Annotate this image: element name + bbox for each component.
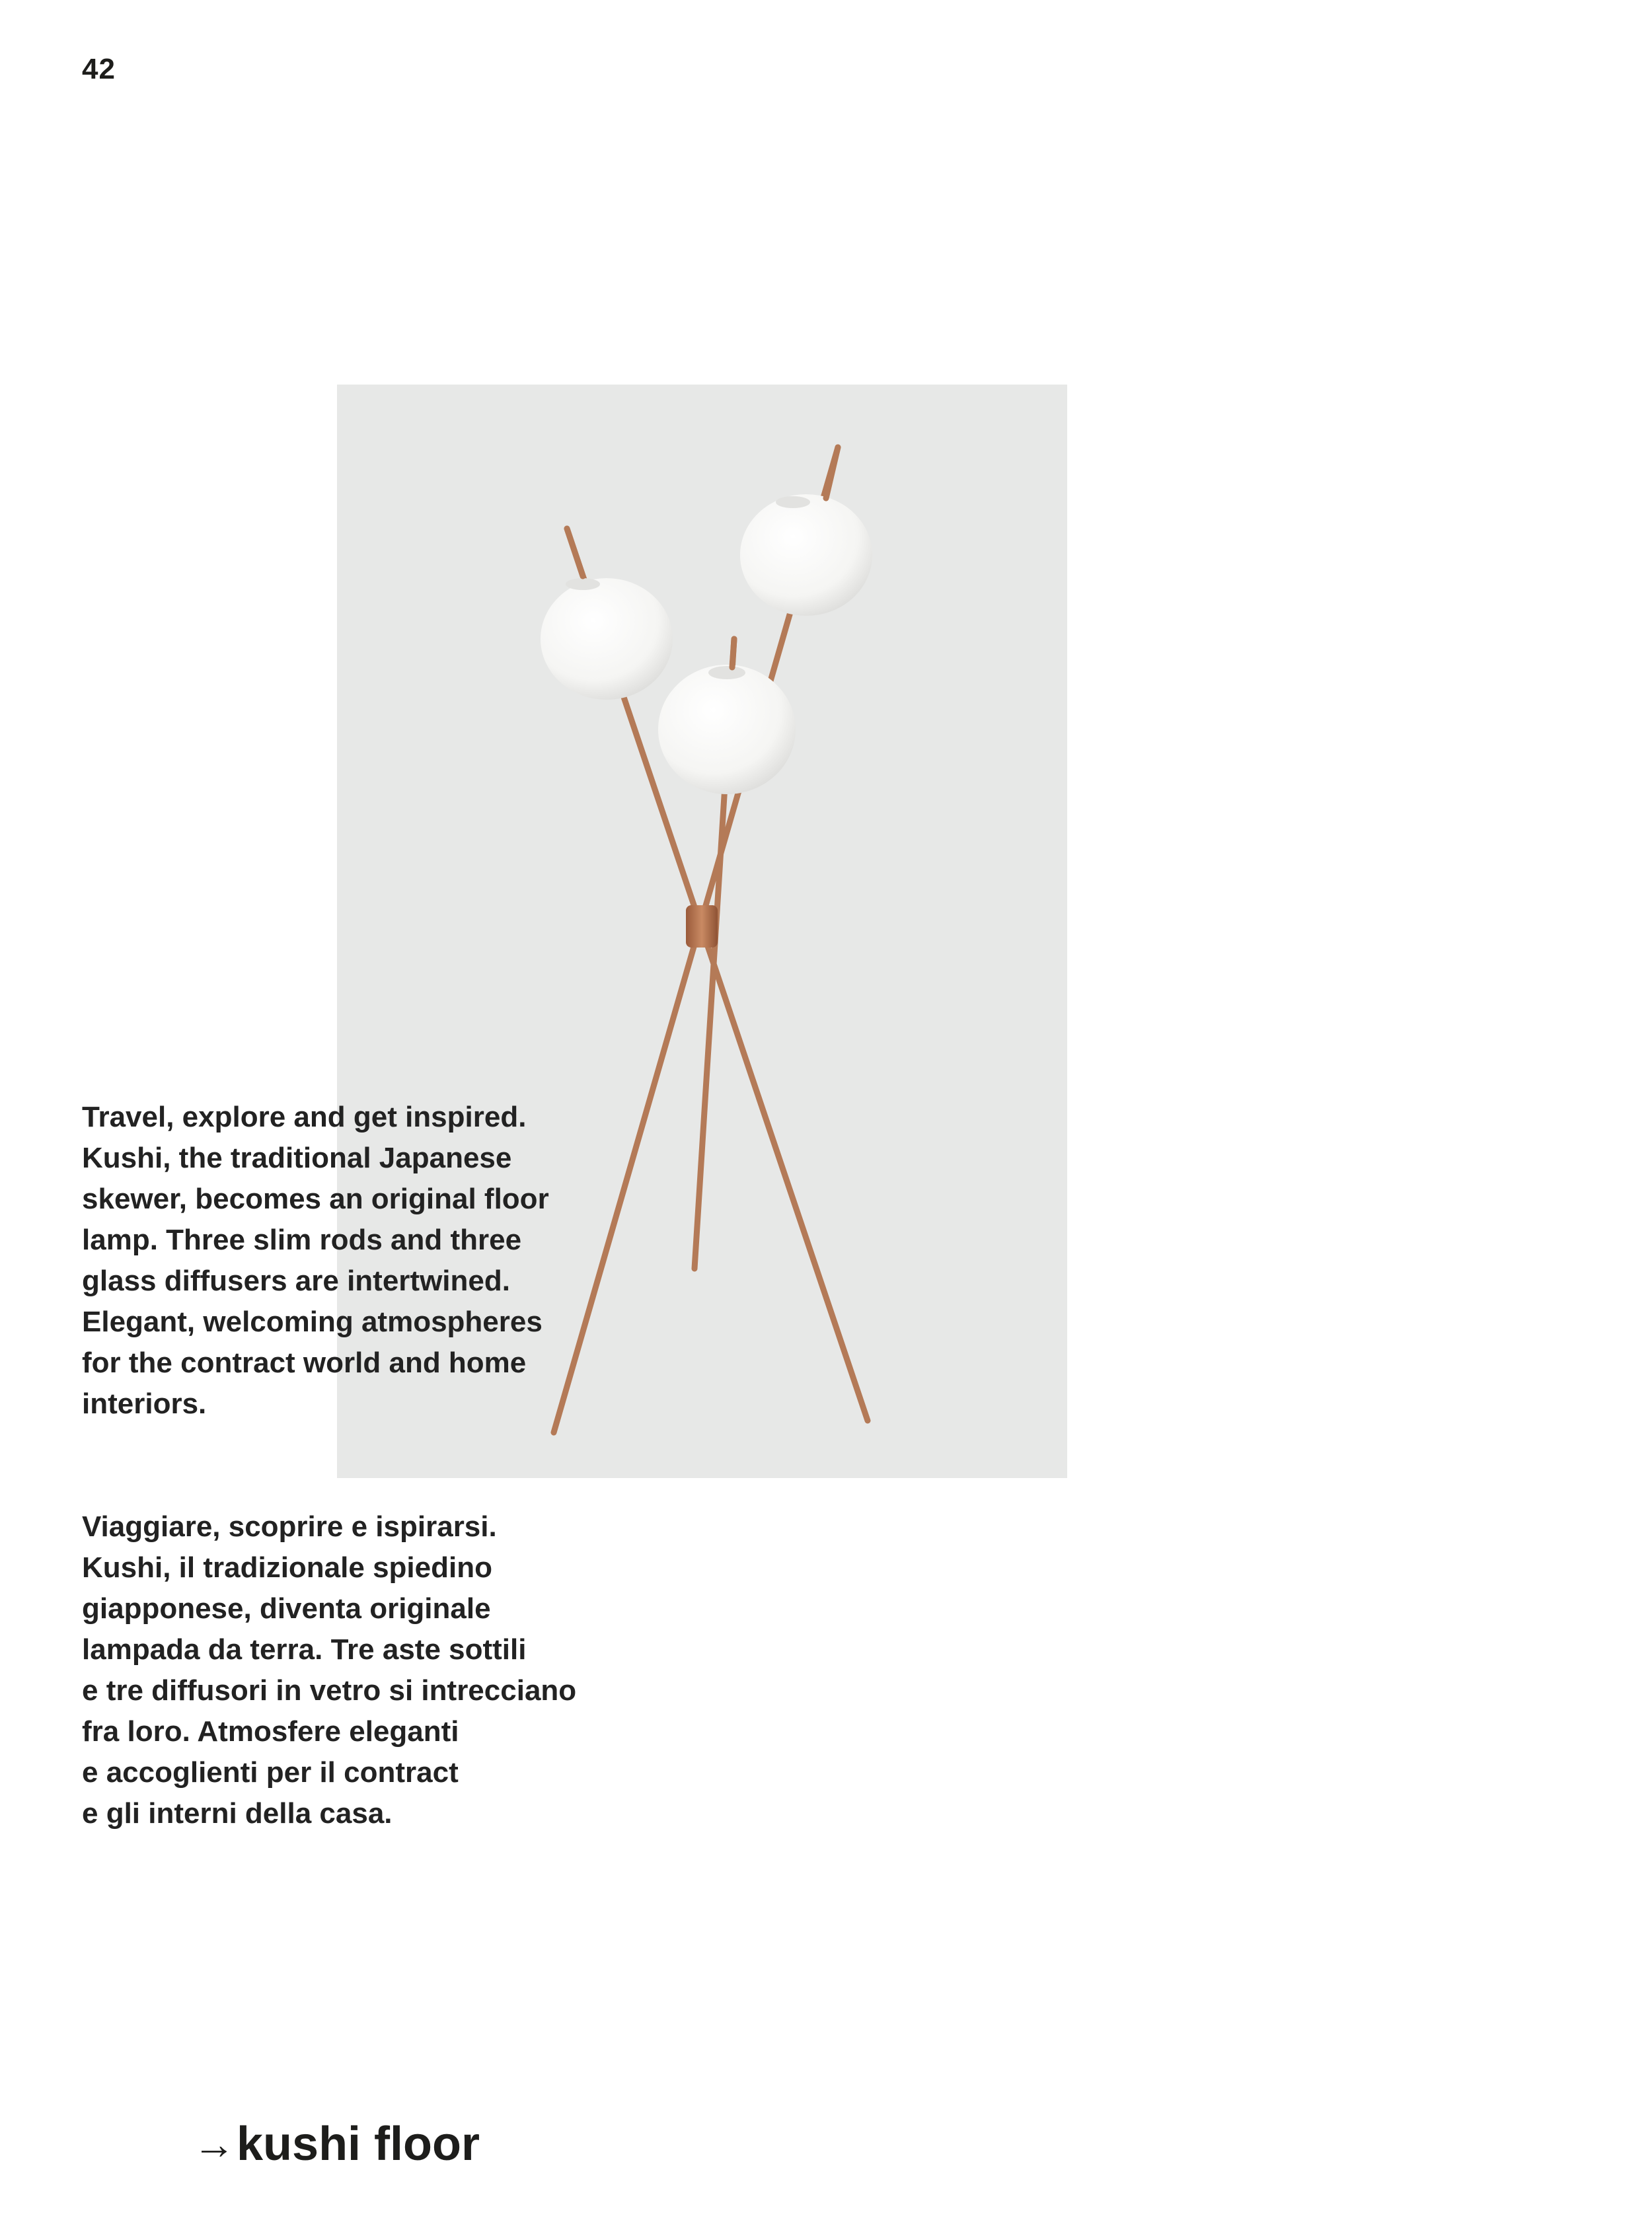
glass-diffuser-center: [658, 665, 796, 794]
rod-joint: [686, 905, 718, 948]
arrow-right-icon: →: [193, 2120, 235, 2168]
description-italian: Viaggiare, scoprire e ispirarsi. Kushi, il tradizionale spiedino giapponese, diventa originale lampada da terra. Tre aste sottili e tre diffusori in vetro si intrecciano fra loro. Atmosfere eleganti e accoglienti per il contract e gli interni della casa.: [82, 1510, 577, 1830]
glass-diffuser-top-right: [740, 494, 872, 616]
glass-diffuser-left: [541, 578, 673, 700]
page-number: 42: [82, 53, 116, 85]
description-english: Travel, explore and get inspired. Kushi, the traditional Japanese skewer, becomes an original floor lamp. Three slim rods and three glass diffusers are intertwined. Elegant, welcoming atmospheres for the contract world and home interiors.: [82, 1101, 549, 1420]
product-link[interactable]: [193, 2114, 480, 2174]
product-name: kushi floor: [237, 2118, 480, 2171]
